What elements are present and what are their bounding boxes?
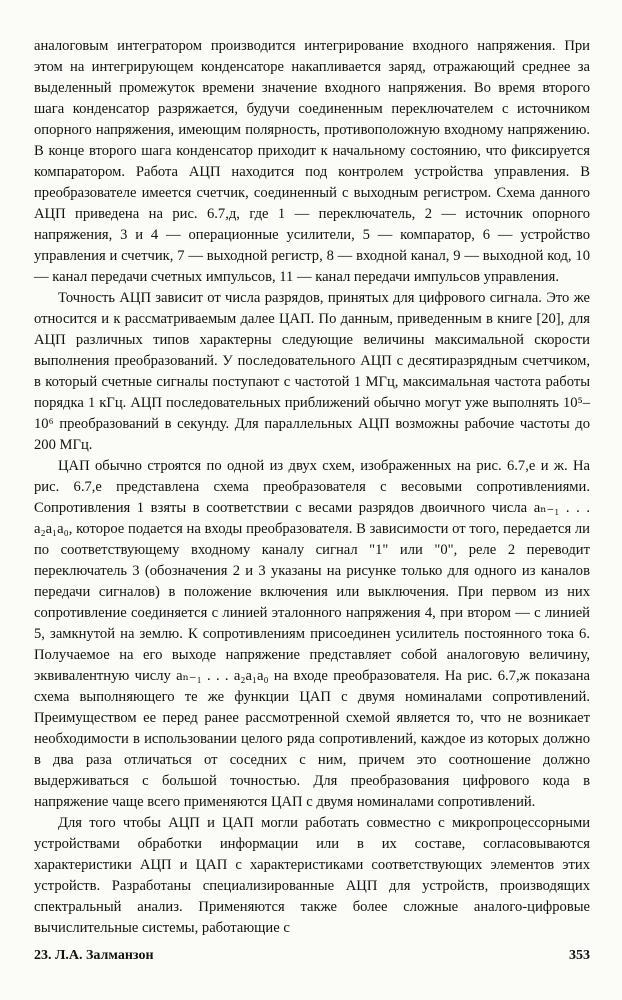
paragraph-dac-schemes: ЦАП обычно строятся по одной из двух схем, изображенных на рис. 6.7,е и ж. На рис. 6.7,е представлена схема преобразователя с весовыми сопротивлениями. Сопротивления 1 взяты в соответствии с весами разрядов двоичного числа aₙ₋₁ . . . a₂a₁a₀, которое подается на входы преобразователя. В зависимости от того, передается ли по соответствующему входному каналу сигнал "1" или "0", реле 2 переводит переключатель 3 (обозначения 2 и 3 указаны на рисунке только для одного из каналов передачи сигналов) в положение включения или выключения. При первом из них сопротивление соединяется с линией эталонного напряжения 4, при втором — с линией 5, замкнутой на землю. К сопротивлениям присоединен усилитель постоянного тока 6. Получаемое на его выходе напряжение представляет собой аналоговую величину, эквивалентную числу aₙ₋₁ . . . a₂a₁a₀ на входе преобразователя. На рис. 6.7,ж показана схема выполняющего те же функции ЦАП с двумя номиналами сопротивлений. Преимуществом ее перед ранее рассмотренной схемой является то, что не возникает необходимости в использовании целого ряда сопротивлений, каждое из которых должно в два раза отличаться от соседних с ним, причем это соотношение должно выдерживаться с большой точностью. Для преобразования цифрового кода в напряжение чаще всего применяются ЦАП с двумя номиналами сопротивлений. [34, 458, 590, 810]
page-number: 353 [569, 948, 590, 963]
signature-mark: 23. Л.А. Залманзон [34, 948, 154, 963]
page-footer [34, 948, 590, 970]
paragraph-adc-integrator: аналоговым интегратором производится интегрирование входного напряжения. При этом на интегрирующем конденсаторе накапливается заряд, отражающий среднее за выделенный промежуток времени значение входного напряжения. Во время второго шага конденсатор разряжается, будучи соединенным переключателем с источником опорного напряжения, имеющим полярность, противоположную входному напряжению. В конце второго шага конденсатор приходит к начальному состоянию, что фиксируется компаратором. Работа АЦП находится под контролем устройства управления. В преобразователе имеется счетчик, соединенный с выходным регистром. Схема данного АЦП приведена на рис. 6.7,д, где 1 — переключатель, 2 — источник опорного напряжения, 3 и 4 — операционные усилители, 5 — компаратор, 6 — устройство управления и счетчик, 7 — выходной регистр, 8 — входной канал, 9 — выходной код, 10 — канал передачи счетных импульсов, 11 — канал передачи импульсов управления. [34, 38, 590, 285]
paragraph-adc-accuracy: Точность АЦП зависит от числа разрядов, принятых для цифрового сигнала. Это же относится и к рассматриваемым далее ЦАП. По данным, приведенным в книге [20], для АЦП различных типов характерны следующие величины максимальной скорости выполнения преобразований. У последовательного АЦП с десятиразрядным счетчиком, в который счетные сигналы поступают с частотой 1 МГц, максимальная частота работы порядка 1 кГц. АЦП последовательных приближений обычно могут уже выполнять 10⁵–10⁶ преобразований в секунду. Для параллельных АЦП возможны рабочие частоты до 200 МГц. [34, 290, 590, 453]
body-text [34, 36, 590, 939]
paragraph-adc-dac-microprocessor: Для того чтобы АЦП и ЦАП могли работать совместно с микропроцессорными устройствами обработки информации или в их составе, согласовываются характеристики АЦП и ЦАП с характеристиками соответствующих элементов этих устройств. Разработаны специализированные АЦП для устройств, производящих спектральный анализ. Применяются также более сложные аналого-цифровые вычислительные системы, работающие с [34, 815, 590, 936]
